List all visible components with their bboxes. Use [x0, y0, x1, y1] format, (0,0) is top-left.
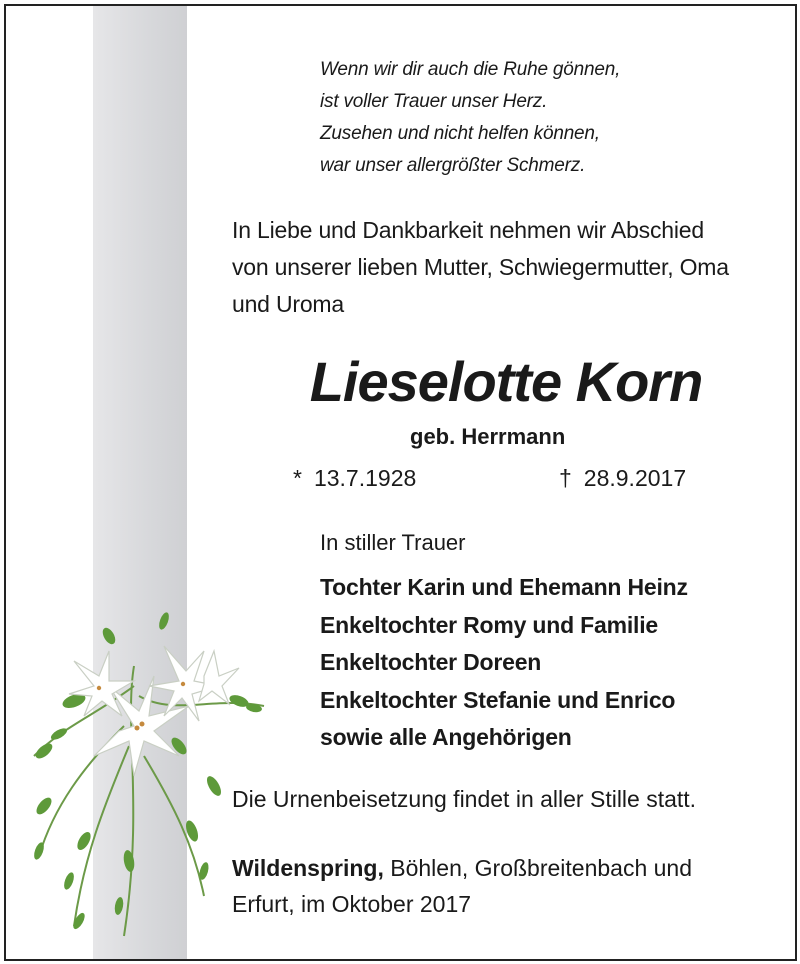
family-member: Tochter Karin und Ehemann Heinz: [320, 574, 688, 600]
intro-line: In Liebe und Dankbarkeit nehmen wir Abschied: [232, 217, 704, 243]
obituary-notice: [4, 4, 797, 961]
family-member: Enkeltochter Stefanie und Enrico: [320, 686, 676, 713]
mourning-line: In stiller Trauer: [320, 530, 466, 555]
family-list: [320, 569, 688, 757]
family-member: sowie alle Angehörigen: [320, 724, 572, 750]
poem: [320, 54, 620, 182]
death-date: 28.9.2017: [583, 465, 687, 491]
birth-star-icon: *: [293, 465, 302, 491]
intro-text: [232, 212, 777, 323]
poem-line: ist voller Trauer unser Herz.: [320, 91, 548, 112]
deceased-name: Lieselotte Korn: [309, 350, 703, 413]
poem-line: war unser allergrößter Schmerz.: [320, 155, 586, 176]
dagger-icon: †: [559, 465, 572, 491]
poem-line: Wenn wir dir auch die Ruhe gönnen,: [320, 59, 621, 80]
poem-line: Zusehen und nicht helfen können,: [320, 123, 600, 144]
place-and-date: [232, 850, 692, 922]
family-member: Enkeltochter Doreen: [320, 649, 542, 675]
intro-line: von unserer lieben Mutter, Schwiegermutter, Oma: [232, 254, 729, 280]
place-line-2: Erfurt, im Oktober 2017: [232, 891, 472, 917]
death-date-line: [559, 465, 686, 492]
birth-name: geb. Herrmann: [410, 424, 566, 449]
birth-date-line: [293, 465, 416, 492]
birth-date: 13.7.1928: [313, 465, 417, 491]
intro-line: und Uroma: [232, 291, 344, 317]
place-rest: Böhlen, Großbreitenbach und: [383, 855, 693, 881]
family-member: Enkeltochter Romy und Familie: [320, 611, 658, 638]
place-bold: Wildenspring,: [232, 855, 384, 881]
funeral-note: Die Urnenbeisetzung findet in aller Stille statt.: [232, 786, 697, 812]
